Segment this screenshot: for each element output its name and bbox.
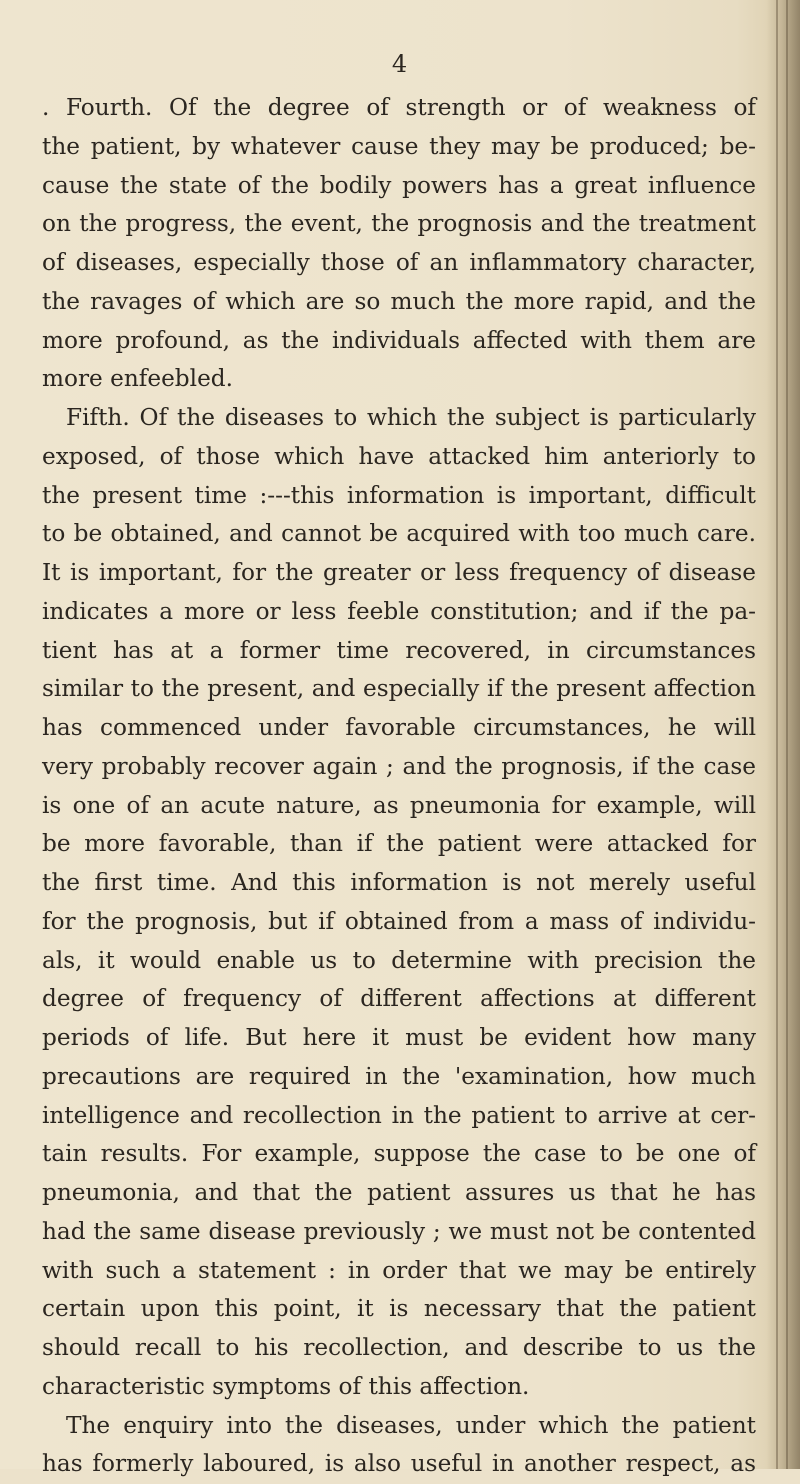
text-line: The enquiry into the diseases, under which the patient	[66, 1411, 756, 1439]
text-line: Fifth. Of the diseases to which the subject is particularly	[66, 404, 756, 431]
text-line: It is important, for the greater or less frequency of disease	[42, 559, 756, 586]
page-edge-line	[786, 0, 788, 1469]
text-line: the present time :---this information is important, difficult	[42, 481, 756, 509]
text-line: exposed, of those which have attacked him anteriorly to	[42, 442, 756, 470]
text-line: very probably recover again ; and the prognosis, if the case	[42, 752, 756, 780]
text-line: precautions are required in the 'examination, how much	[42, 1062, 756, 1090]
text-line: has formerly laboured, is also useful in another respect, as	[42, 1450, 756, 1478]
text-line: the ravages of which are so much the more rapid, and the	[42, 287, 756, 315]
text-line: certain upon this point, it is necessary that the patient	[42, 1295, 756, 1323]
text-line: for the prognosis, but if obtained from a mass of individu-	[42, 907, 756, 935]
text-line: pneumonia, and that the patient assures us that he has	[42, 1179, 756, 1206]
page-edge-shadow	[766, 0, 800, 1469]
text-line: als, it would enable us to determine with precision the	[42, 946, 756, 974]
page-edge-line	[776, 0, 778, 1469]
text-line: on the progress, the event, the prognosis and the treatment	[42, 210, 756, 238]
text-line: should recall to his recollection, and describe to us the	[42, 1334, 756, 1361]
text-line: periods of life. But here it must be evident how many	[42, 1024, 756, 1051]
page-number: 4	[391, 50, 409, 78]
text-line: degree of frequency of different affections at different	[42, 985, 756, 1013]
text-line: indicates a more or less feeble constitution; and if the pa-	[42, 597, 756, 625]
text-line: with such a statement : in order that we may be entirely	[42, 1256, 756, 1284]
text-line: characteristic symptoms of this affection.	[42, 1372, 530, 1400]
text-line: cause the state of the bodily powers has a great influence	[42, 171, 756, 199]
text-line: similar to the present, and especially if the present affection	[42, 675, 756, 703]
text-line: to be obtained, and cannot be acquired with too much care.	[42, 520, 756, 548]
text-line: has commenced under favorable circumstances, he will	[42, 714, 756, 741]
text-line: tain results. For example, suppose the case to be one of	[42, 1140, 756, 1168]
text-line: the first time. And this information is not merely useful	[42, 869, 756, 896]
text-line: of diseases, especially those of an inflammatory character,	[42, 249, 756, 276]
text-line: be more favorable, than if the patient were attacked for	[42, 830, 756, 858]
text-line: tient has at a former time recovered, in circumstances	[42, 636, 756, 664]
text-line: the patient, by whatever cause they may be produced; be-	[42, 132, 756, 160]
body-text	[42, 89, 756, 1484]
text-line: intelligence and recollection in the patient to arrive at cer-	[42, 1101, 756, 1129]
text-line: . Fourth. Of the degree of strength or of weakness of	[42, 94, 756, 121]
text-line: had the same disease previously ; we must not be contented	[42, 1217, 756, 1245]
text-line: more profound, as the individuals affected with them are	[42, 326, 756, 354]
text-line: is one of an acute nature, as pneumonia for example, will	[42, 791, 756, 819]
text-line: more enfeebled.	[42, 365, 234, 393]
